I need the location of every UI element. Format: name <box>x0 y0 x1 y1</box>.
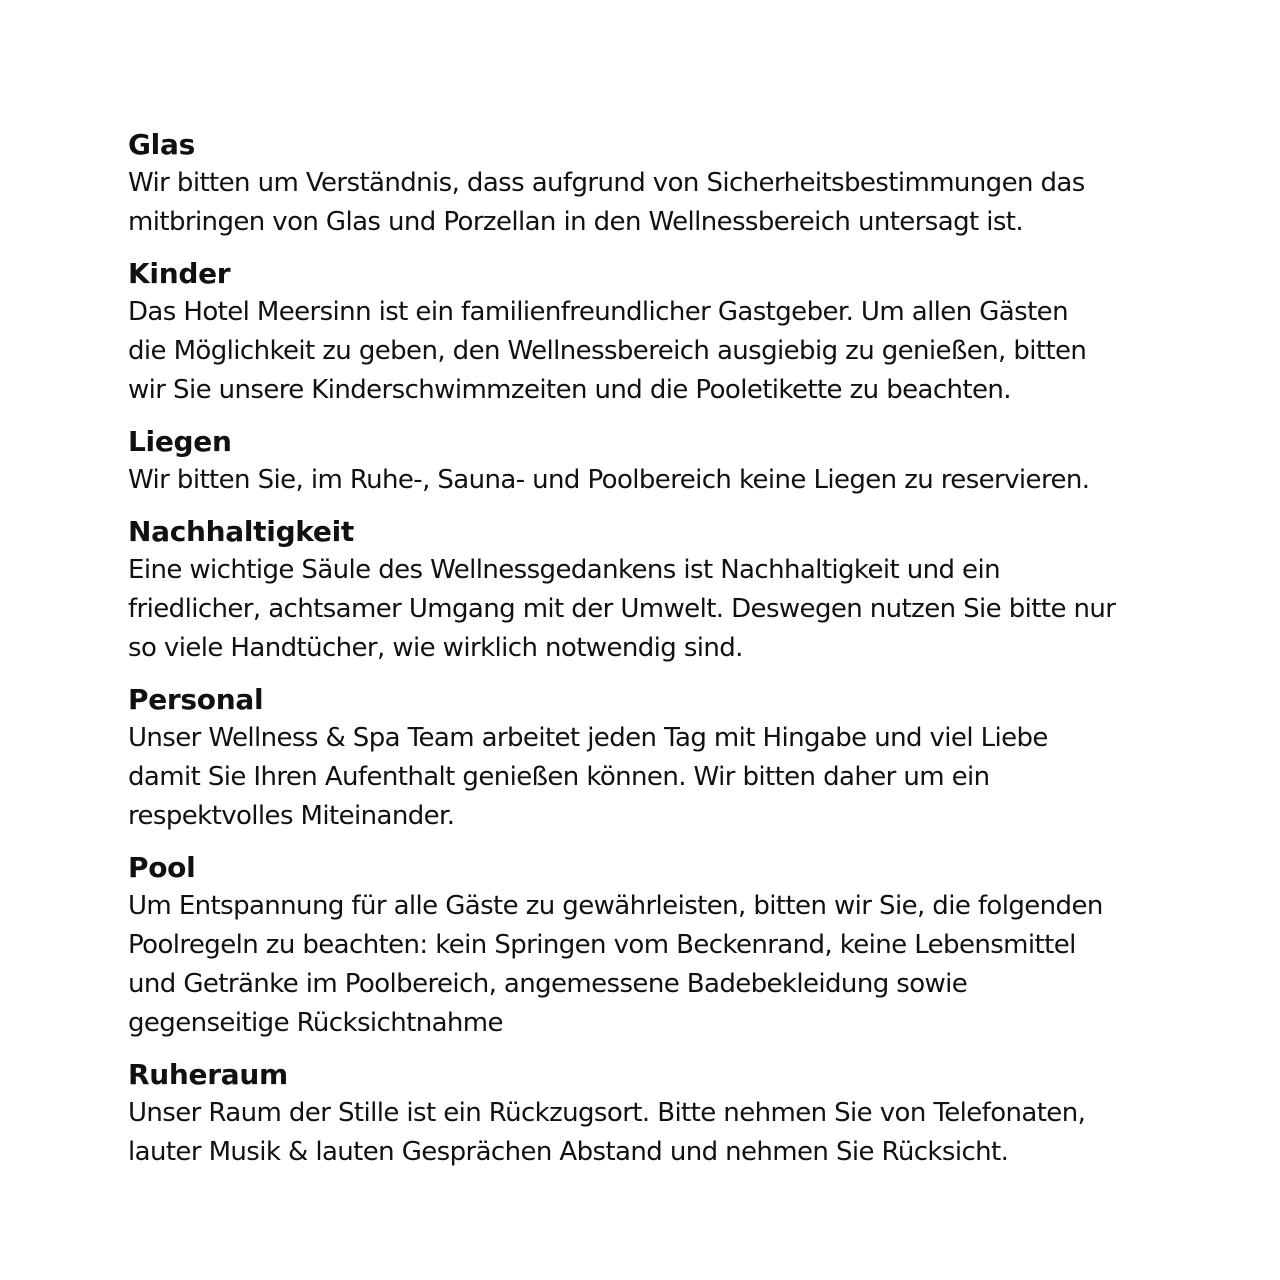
section-title: Ruheraum <box>128 1058 288 1091</box>
section-title: Kinder <box>128 257 231 290</box>
section-ruheraum <box>128 1056 1208 1172</box>
section-glas <box>128 126 1208 242</box>
section-title: Liegen <box>128 425 232 458</box>
section-text: Unser Wellness & Spa Team arbeitet jeden Tag mit Hingabe und viel Liebe damit Sie Ihren Aufenthalt genießen können. Wir bitten daher um ein respektvolles Miteinander. <box>128 723 1048 831</box>
section-nachhaltigkeit <box>128 513 1208 668</box>
section-text: Wir bitten um Verständnis, dass aufgrund von Sicherheitsbestimmungen das mitbringen von Glas und Porzellan in den Wellnessbereich untersagt ist. <box>128 168 1085 237</box>
section-text: Das Hotel Meersinn ist ein familienfreundlicher Gastgeber. Um allen Gästen die Möglichkeit zu geben, den Wellnessbereich ausgiebig zu genießen, bitten wir Sie unsere Kinderschwimmzeiten und die Pooletikette zu beachten. <box>128 297 1087 405</box>
section-pool <box>128 849 1208 1043</box>
section-title: Personal <box>128 683 264 716</box>
section-text: Unser Raum der Stille ist ein Rückzugsort. Bitte nehmen Sie von Telefonaten, lauter Musik & lauten Gesprächen Abstand und nehmen Sie Rücksicht. <box>128 1098 1086 1167</box>
section-liegen <box>128 423 1208 500</box>
section-title: Pool <box>128 851 196 884</box>
section-text: Wir bitten Sie, im Ruhe-, Sauna- und Poolbereich keine Liegen zu reservieren. <box>128 465 1090 495</box>
section-text: Eine wichtige Säule des Wellnessgedankens ist Nachhaltigkeit und ein friedlicher, achtsamer Umgang mit der Umwelt. Deswegen nutzen Sie bitte nur so viele Handtücher, wie wirklich notwendig sind. <box>128 555 1116 663</box>
rules-document <box>128 126 1208 1185</box>
section-text: Um Entspannung für alle Gäste zu gewährleisten, bitten wir Sie, die folgenden Poolregeln zu beachten: kein Springen vom Beckenrand, keine Lebensmittel und Getränke im Poolbereich, angemessene Badebekleidung sowie gegenseitige Rücksichtnahme <box>128 891 1103 1038</box>
section-personal <box>128 681 1208 836</box>
section-title: Nachhaltigkeit <box>128 515 354 548</box>
section-title: Glas <box>128 128 195 161</box>
section-kinder <box>128 255 1208 410</box>
